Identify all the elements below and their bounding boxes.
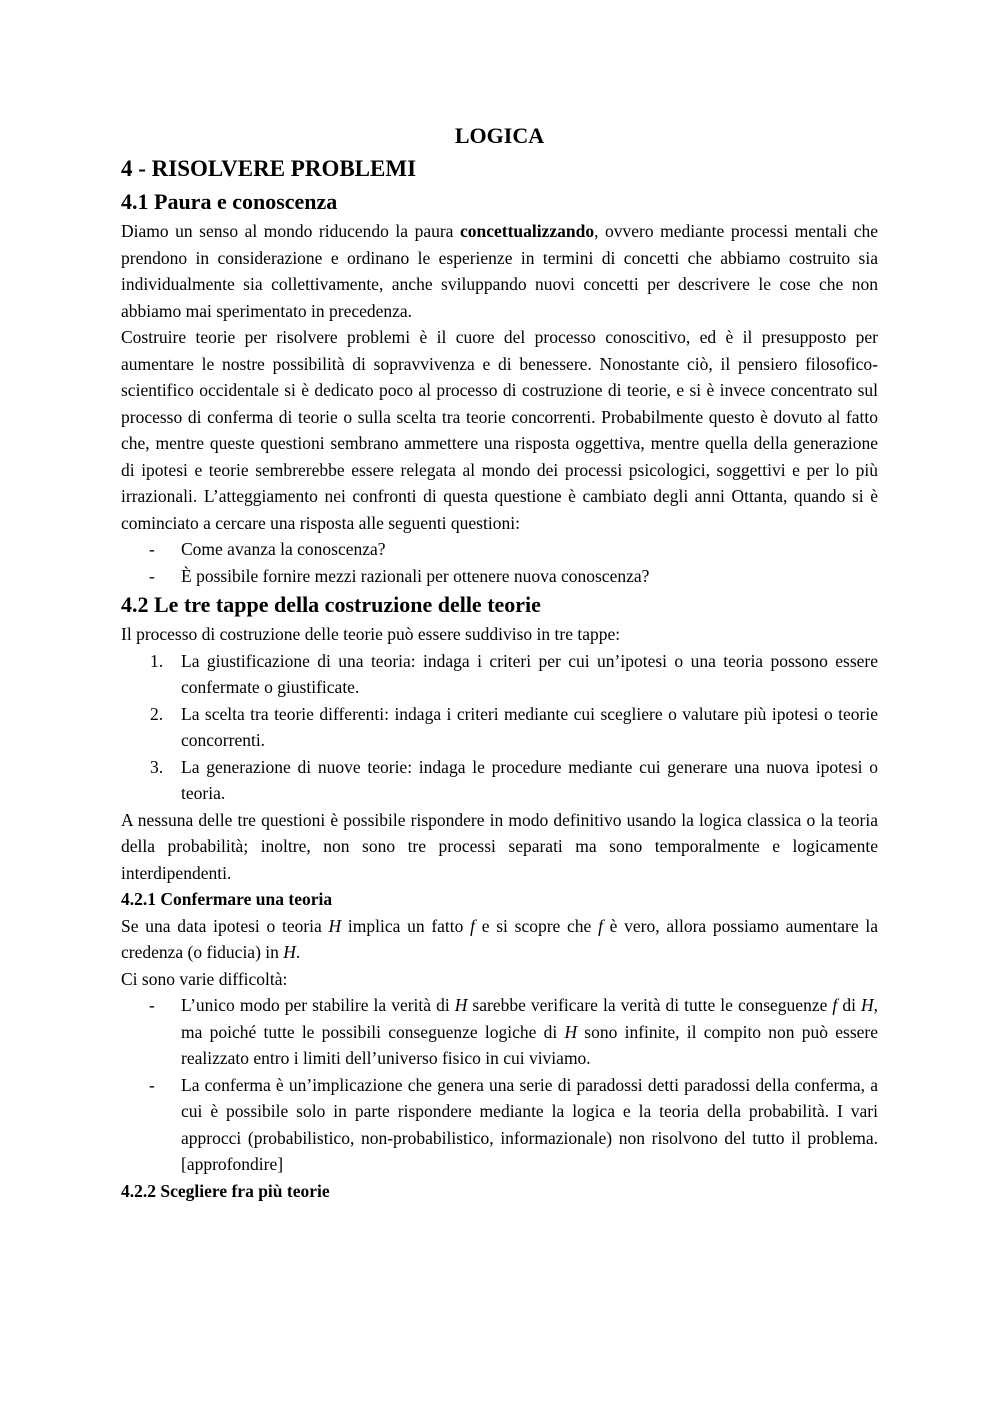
text-run: L’unico modo per stabilire la verità di <box>181 995 455 1015</box>
list-item-text: È possibile fornire mezzi razionali per ottenere nuova conoscenza? <box>181 565 650 586</box>
section-heading-4-2: 4.2 Le tre tappe della costruzione delle teorie <box>121 592 541 617</box>
variable-h: H <box>860 995 874 1015</box>
document-title: LOGICA <box>454 123 545 148</box>
text-run: , ovvero mediante processi mentali che prendono in considerazione e ordinano le esperienze in termini di concetti che abbiamo costruito sia individualmente sia collettivamente, anche sviluppando nuovi concetti per descrivere le cose che non abbiamo mai sperimentato in precedenza. <box>121 221 878 321</box>
bold-term: concettualizzando <box>459 221 595 241</box>
list-item <box>121 563 878 590</box>
variable-f: f <box>470 915 476 936</box>
document-page <box>121 122 878 1204</box>
list-item <box>121 1072 878 1178</box>
text-run: sono infinite, il compito non può essere realizzato entro i limiti dell’universo fisico in cui viviamo. <box>181 1021 878 1068</box>
section-4-2-1-paragraph-1 <box>121 913 878 966</box>
text-run: è vero, allora possiamo aumentare la credenza (o fiducia) in <box>121 915 878 962</box>
list-item-text: La conferma è un’implicazione che genera una serie di paradossi detti paradossi della conferma, a cui è possibile solo in parte rispondere mediante la logica e la teoria della probabilità. I vari approcci (probabilistico, non-probabilistico, informazionale) non risolvono del tutto il problema. [approfondire] <box>181 1074 878 1174</box>
list-item <box>121 754 878 807</box>
difficulties-intro: Ci sono varie difficoltà: <box>121 968 288 989</box>
list-item-text: La scelta tra teorie differenti: indaga i criteri mediante cui scegliere o valutare più ipotesi o teorie concorrenti. <box>181 703 878 750</box>
variable-h: H <box>564 1021 578 1042</box>
text-run: Se una data ipotesi o teoria <box>121 915 329 936</box>
section-heading-4-2-2: 4.2.2 Scegliere fra più teorie <box>121 1180 330 1201</box>
variable-h: H <box>454 995 468 1015</box>
number-marker: 3. <box>150 756 164 777</box>
text-run: . <box>295 942 301 962</box>
list-item-text: Come avanza la conoscenza? <box>181 539 386 559</box>
dash-marker: - <box>149 565 155 586</box>
variable-f: f <box>598 915 603 936</box>
text-run: Diamo un senso al mondo riducendo la paura <box>121 221 460 241</box>
section-4-1-paragraph-1 <box>121 218 878 324</box>
questions-list <box>121 536 878 589</box>
list-item-text: La giustificazione di una teoria: indaga i criteri per cui un’ipotesi o una teoria possono essere confermate o giustificate. <box>181 650 878 697</box>
variable-h: H <box>328 915 342 936</box>
section-4-2-intro: Il processo di costruzione delle teorie può essere suddiviso in tre tappe: <box>121 624 621 644</box>
steps-list <box>121 648 878 807</box>
variable-f: f <box>832 995 838 1015</box>
chapter-title: 4 - RISOLVERE PROBLEMI <box>121 156 417 181</box>
number-marker: 2. <box>150 703 164 724</box>
section-heading-4-2-1: 4.2.1 Confermare una teoria <box>121 889 333 909</box>
section-heading-4-1: 4.1 Paura e conoscenza <box>121 189 338 214</box>
text-run: , ma poiché tutte le possibili conseguenze logiche di <box>181 995 878 1042</box>
difficulties-list <box>121 992 878 1178</box>
dash-marker: - <box>149 1074 155 1095</box>
list-item <box>121 992 878 1072</box>
section-4-2-conclusion: A nessuna delle tre questioni è possibile rispondere in modo definitivo usando la logica classica o la teoria della probabilità; inoltre, non sono tre processi separati ma sono temporalmente e logicamente interdipendenti. <box>121 809 878 883</box>
list-item-text: La generazione di nuove teorie: indaga le procedure mediante cui generare una nuova ipotesi o teoria. <box>181 756 878 803</box>
list-item <box>121 648 878 701</box>
text-run: sarebbe verificare la verità di tutte le conseguenze <box>467 995 833 1015</box>
text-run: e si scopre che <box>475 915 599 936</box>
section-4-1-paragraph-2: Costruire teorie per risolvere problemi è il cuore del processo conoscitivo, ed è il presupposto per aumentare le nostre possibilità di sopravvivenza e di benessere. Nonostante ciò, il pensiero filosofico-scientifico occidentale si è dedicato poco al processo di costruzione di teorie, e si è invece concentrato sul processo di conferma di teorie o sulla scelta tra teorie concorrenti. Probabilmente questo è dovuto al fatto che, mentre queste questioni sembrano ammettere una risposta oggettiva, mentre quella della generazione di ipotesi e teorie sembrerebbe essere relegata al mondo dei processi psicologici, soggettivi e per lo più irrazionali. L’atteggiamento nei confronti di questa questione è cambiato degli anni Ottanta, quando si è cominciato a cercare una risposta alle seguenti questioni: <box>121 327 878 533</box>
text-run: di <box>837 995 861 1015</box>
number-marker: 1. <box>150 650 164 671</box>
variable-h: H <box>283 942 296 962</box>
list-item <box>121 701 878 754</box>
list-item <box>121 536 878 563</box>
text-run: implica un fatto <box>341 915 471 936</box>
dash-marker: - <box>149 995 155 1015</box>
dash-marker: - <box>149 539 155 559</box>
